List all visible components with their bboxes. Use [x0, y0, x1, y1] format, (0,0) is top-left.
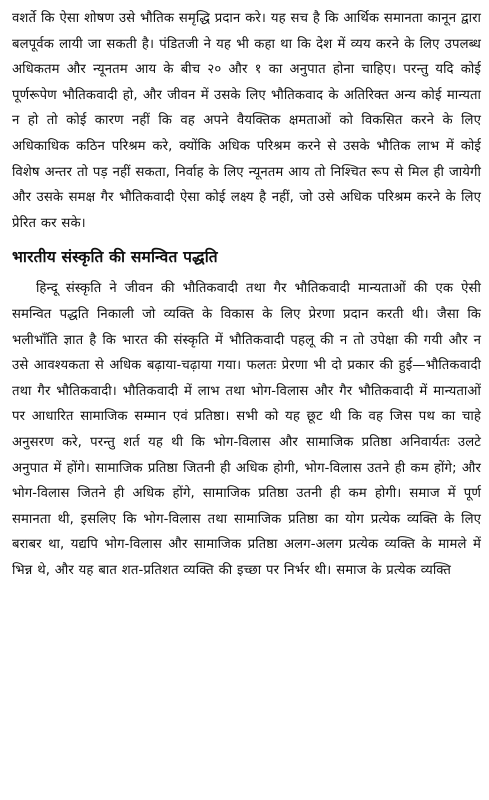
body-paragraph: वशर्ते कि ऐसा शोषण उसे भौतिक समृद्धि प्रदान करे। यह सच है कि आर्थिक समानता कानून द्वारा बलपूर्वक लायी जा सकती है। पंडितजी ने यह भी कहा था कि देश में व्यय करने के लिए उपलब्ध अधिकतम और न्यूनतम आय के बीच २० और १ का अनुपात होना चाहिए। परन्तु यदि कोई पूर्णरूपेण भौतिकवादी हो, और जीवन में उसके लिए भौतिकवाद के अतिरिक्त अन्य कोई मान्यता न हो तो कोई कारण नहीं कि वह अपने वैयक्तिक क्षमताओं को विकसित करने के लिए अधिकाधिक कठिन परिश्रम करे, क्योंकि अधिक परिश्रम करने से उसके भौतिक लाभ में कोई विशेष अन्तर तो पड़ नहीं सकता, निर्वाह के लिए न्यूनतम आय तो निश्चित रूप से मिल ही जायेगी और उसके समक्ष गैर भौतिकवादी ऐसा कोई लक्ष्य है नहीं, जो उसे अधिक परिश्रम करने के लिए प्रेरित कर सके। [12, 11, 481, 231]
section-heading: भारतीय संस्कृति की समन्वित पद्धति [12, 248, 218, 267]
body-paragraph: हिन्दू संस्कृति ने जीवन की भौतिकवादी तथा गैर भौतिकवादी मान्यताओं की एक ऐसी समन्वित पद्धति निकाली जो व्यक्ति के विकास के लिए प्रेरणा प्रदान करती थी। जैसा कि भलीभाँति ज्ञात है कि भारत की संस्कृति में भौतिकवादी पहलू की न तो उपेक्षा की गयी और न उसे आवश्यकता से अधिक बढ़ाया-चढ़ाया गया। फलतः प्रेरणा भी दो प्रकार की हुई—भौतिकवादी तथा गैर भौतिकवादी। भौतिकवादी में लाभ तथा भोग-विलास और गैर भौतिकवादी में मान्यताओं पर आधारित सामाजिक सम्मान एवं प्रतिष्ठा। सभी को यह छूट थी कि वह जिस पथ का चाहे अनुसरण करे, परन्तु शर्त यह थी कि भोग-विलास और सामाजिक प्रतिष्ठा अनिवार्यतः उलटे अनुपात में होंगे। सामाजिक प्रतिष्ठा जितनी ही अधिक होगी, भोग-विलास उतने ही कम होंगे; और भोग-विलास जितने ही अधिक होंगे, सामाजिक प्रतिष्ठा उतनी ही कम होगी। समाज में पूर्ण समानता थी, इसलिए कि भोग-विलास तथा सामाजिक प्रतिष्ठा का योग प्रत्येक व्यक्ति के लिए बराबर था, यद्यपि भोग-विलास और सामाजिक प्रतिष्ठा अलग-अलग प्रत्येक व्यक्ति के मामले में भिन्न थे, और यह बात शत-प्रतिशत व्यक्ति की इच्छा पर निर्भर थी। समाज के प्रत्येक व्यक्ति [12, 281, 481, 578]
